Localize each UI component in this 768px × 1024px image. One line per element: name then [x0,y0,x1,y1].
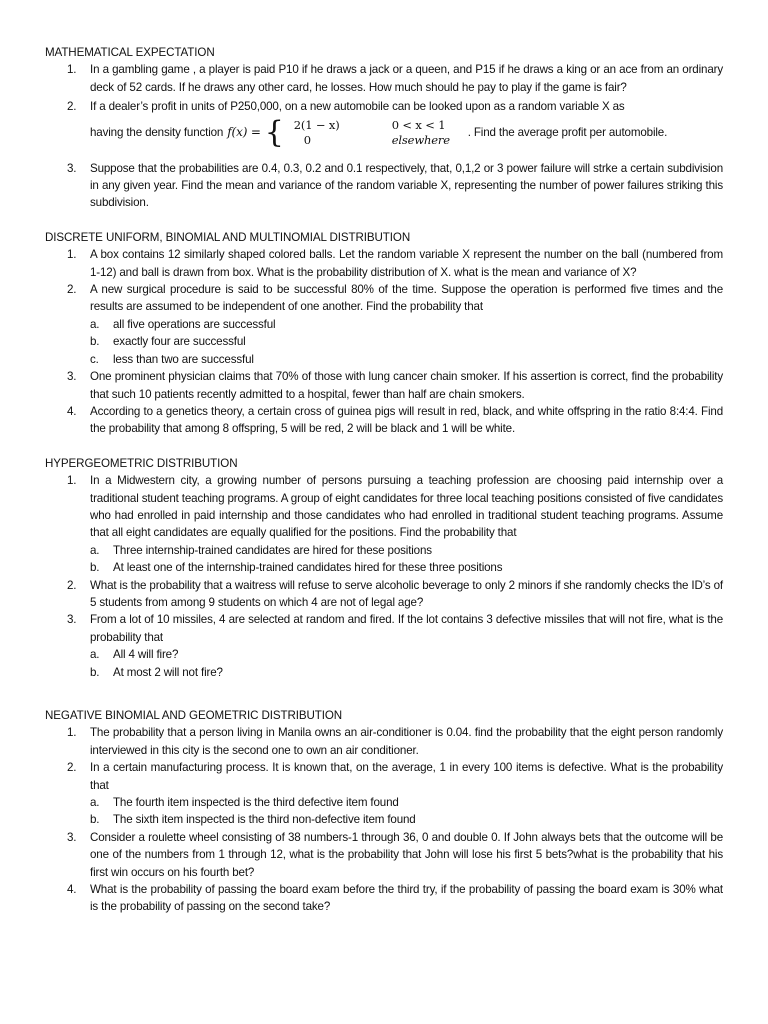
section-heading: NEGATIVE BINOMIAL AND GEOMETRIC DISTRIBUTION [45,709,343,722]
question-list [45,246,723,437]
sub-question-letter: b. [90,335,100,349]
question-text: From a lot of 10 missiles, 4 are selected at random and fired. If the lot contains 3 defective missiles that will not fire, what is the probability that [90,613,723,644]
sub-question-text: Three internship-trained candidates are hired for these positions [113,543,432,557]
question-number: 3. [67,830,77,844]
sub-question-text: At most 2 will not fire? [113,665,223,679]
case-expression: 0 [303,132,311,147]
question-text: Consider a roulette wheel consisting of 38 numbers-1 through 36, 0 and double 0. If John always bets that the outcome will be one of the numbers from 1 through 12, what is the probability that John will lose his first 5 bets?what is the probability that his first win occurs on his fourth bet? [90,830,723,879]
sub-question-text: All 4 will fire? [113,648,179,662]
left-brace: { [264,114,284,150]
question-item [45,829,723,881]
sub-question [90,333,723,350]
sub-question-list [90,542,723,577]
sub-question [90,542,723,559]
question-item [45,472,723,576]
sub-question [90,351,723,368]
density-function-line [90,116,723,150]
question-item [45,759,723,829]
question-item [45,881,723,916]
section-heading: DISCRETE UNIFORM, BINOMIAL AND MULTINOMIAL DISTRIBUTION [45,230,411,244]
question-item [45,403,723,438]
question-list [45,472,723,681]
question-number: 2. [67,100,77,114]
case-expression: 2(1 − x) [293,117,340,132]
sub-question-text: The sixth item inspected is the third non-defective item found [113,813,416,827]
question-number: 2. [67,578,77,592]
question-number: 3. [67,161,77,175]
question-number: 1. [67,248,77,262]
sub-question [90,794,723,811]
question-item [45,577,723,612]
section-heading: HYPERGEOMETRIC DISTRIBUTION [45,456,238,470]
section-spacer [45,681,723,707]
question-text: If a dealer’s profit in units of P250,000, on a new automobile can be looked upon as a random variable X as [90,100,625,114]
question-text: In a gambling game , a player is paid P10 if he draws a jack or a queen, and P15 if he draws a king or an ace from an ordinary deck of 52 cards. If he draws any other card, he losses. How much should he pay to play if the game is fair? [90,63,723,94]
sub-question-letter: a. [90,543,100,557]
question-item [45,611,723,681]
question-number: 2. [67,283,77,297]
sub-question [90,316,723,333]
sub-question-text: less than two are successful [113,352,254,366]
sub-question-letter: a. [90,796,100,810]
question-text: . Find the average profit per automobile. [467,125,668,139]
question-number: 3. [67,613,77,627]
question-item [45,724,723,759]
section-negative-binomial-geometric [45,707,723,916]
question-number: 3. [67,370,77,384]
sub-question-text: The fourth item inspected is the third defective item found [113,796,399,810]
question-item [45,160,723,212]
question-number: 4. [67,404,77,418]
section-discrete-distributions [45,229,723,438]
sub-question-text: At least one of the internship-trained candidates hired for these three positions [113,561,503,575]
question-item [45,281,723,368]
question-number: 4. [67,883,77,897]
question-text: In a Midwestern city, a growing number of persons pursuing a teaching profession are choosing paid internship over a traditional student teaching programs. A group of eight candidates for three local teaching positions consisted of five candidates who had enrolled in paid internship and those candidates who had enrolled in traditional student teaching programs. Assume that all eight candidates are equally qualified for the positions. Find the probability that [90,474,723,540]
question-item [45,98,723,149]
question-text: One prominent physician claims that 70% of those with lung cancer chain smoker. If his assertion is correct, find the probability that such 10 patients recently admitted to a hospital, fewer than half are chain smokers. [90,370,723,401]
question-text: What is the probability of passing the board exam before the third try, if the probability of passing the board exam is 30% what is the probability of passing on the second take? [90,883,723,914]
piecewise-cases [288,118,468,148]
section-spacer [45,438,723,455]
sub-question [90,559,723,576]
sub-question-letter: b. [90,561,100,575]
function-notation: f(x) = [227,124,261,139]
question-list [45,61,723,211]
sub-question-letter: c. [90,352,99,366]
question-list [45,724,723,915]
question-item [45,368,723,403]
sub-question-list [90,646,723,681]
section-mathematical-expectation [45,44,723,212]
case-condition: elsewhere [391,132,450,147]
question-text: In a certain manufacturing process. It is known that, on the average, 1 in every 100 items is defective. What is the probability that [90,761,723,792]
section-heading: MATHEMATICAL EXPECTATION [45,46,215,59]
sub-question-letter: a. [90,648,100,662]
sub-question-letter: b. [90,813,100,827]
sub-question-list [90,316,723,368]
question-text: The probability that a person living in Manila owns an air-conditioner is 0.04. find the probability that the eight person randomly interviewed in this city is the second one to own an air conditioner. [90,726,723,757]
question-number: 2. [67,761,77,775]
sub-question [90,664,723,681]
sub-question [90,811,723,828]
sub-question-text: all five operations are successful [113,317,276,331]
sub-question-text: exactly four are successful [113,335,246,349]
case-condition: 0 < x < 1 [391,117,446,132]
question-text: According to a genetics theory, a certain cross of guinea pigs will result in red, black, and white offspring in the ratio 8:4:4. Find the probability that among 8 offspring, 5 will be red, 2 will be black and 1 will be white. [90,404,723,436]
sub-question-letter: a. [90,317,100,331]
sub-question-letter: b. [90,665,100,679]
question-item [45,61,723,96]
question-text: Suppose that the probabilities are 0.4, 0.3, 0.2 and 0.1 respectively, that, 0,1,2 or 3 power failure will strke a certain subdivision in any given year. Find the mean and variance of the random variable X, representing the number of power failures striking this subdivision. [90,161,723,210]
sub-question [90,646,723,663]
question-text: What is the probability that a waitress will refuse to serve alcoholic beverage to only 2 minors if she randomly checks the ID’s of 5 students from among 9 students on which 4 are not of legal age? [90,578,723,609]
sub-question-list [90,794,723,829]
question-text: A new surgical procedure is said to be successful 80% of the time. Suppose the operation is performed five times and the results are assumed to be independent of one another. Find the probability that [90,283,723,314]
question-number: 1. [67,726,77,740]
question-number: 1. [67,63,77,77]
question-text: A box contains 12 similarly shaped colored balls. Let the random variable X represent the number on the ball (numbered from 1-12) and ball is drawn from box. What is the probability distribution of X. what is the mean and variance of X? [90,248,723,279]
question-number: 1. [67,474,77,488]
section-spacer [45,212,723,229]
question-item [45,246,723,281]
question-text: having the density function [90,125,224,139]
section-hypergeometric [45,455,723,681]
